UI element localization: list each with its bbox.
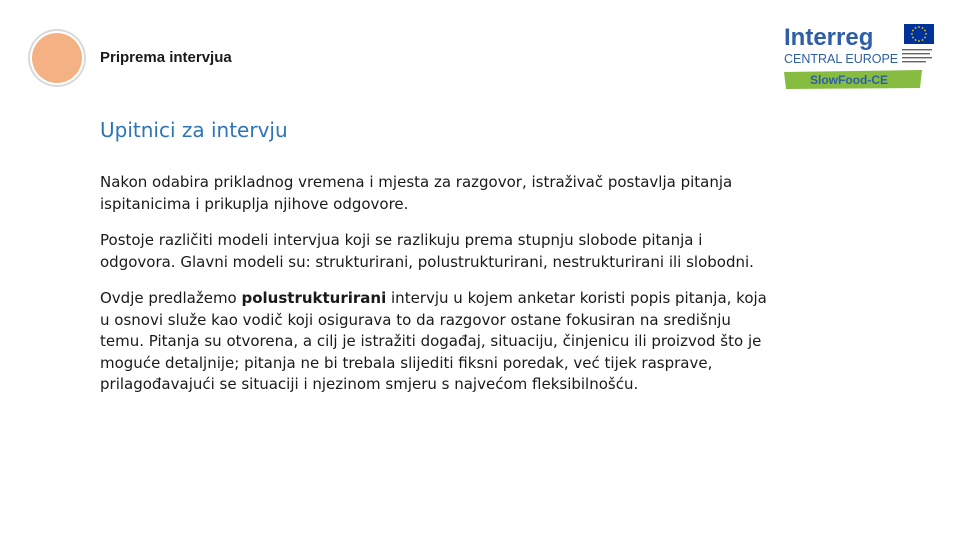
paragraph-1: Nakon odabira prikladnog vremena i mjesta za razgovor, istraživač postavlja pitanja ispitanicima i prikuplja njihove odgovore. <box>100 173 733 213</box>
paragraph-3 <box>100 288 770 396</box>
logo-project: SlowFood-CE <box>810 73 888 87</box>
paragraph-3-intro: Ovdje predlažemo <box>100 289 242 307</box>
logo-brand: Interreg <box>784 24 874 51</box>
interreg-slowfood-logo <box>782 22 940 90</box>
header-title: Priprema intervjua <box>100 49 232 66</box>
decorative-circle <box>32 33 82 83</box>
paragraph-3-emphasis: polustrukturirani <box>241 289 387 307</box>
logo-programme: CENTRAL EUROPE <box>784 52 899 66</box>
slide-body <box>100 172 770 411</box>
paragraph-3-rest: intervju u kojem anketar koristi popis pitanja, koja u osnovi služe kao vodič koji osigurava to da razgovor ostane fokusiran na središnju temu. Pitanja su otvorena, a cilj je istražiti događaj, situaciju, činjenicu ili proizvod što je moguće detaljnije; pitanja ne bi trebala slijediti fiksni poredak, već tijek rasprave, prilagođavajući se situaciji i njezinom smjeru s najvećom fleksibilnošću. <box>100 289 767 393</box>
slide-title: Upitnici za intervju <box>100 118 288 142</box>
paragraph-2: Postoje različiti modeli intervjua koji se razlikuju prema stupnju slobode pitanja i odgovora. Glavni modeli su: strukturirani, polustrukturirani, nestrukturirani ili slobodni. <box>100 231 754 271</box>
logo-fund-text <box>902 49 932 62</box>
